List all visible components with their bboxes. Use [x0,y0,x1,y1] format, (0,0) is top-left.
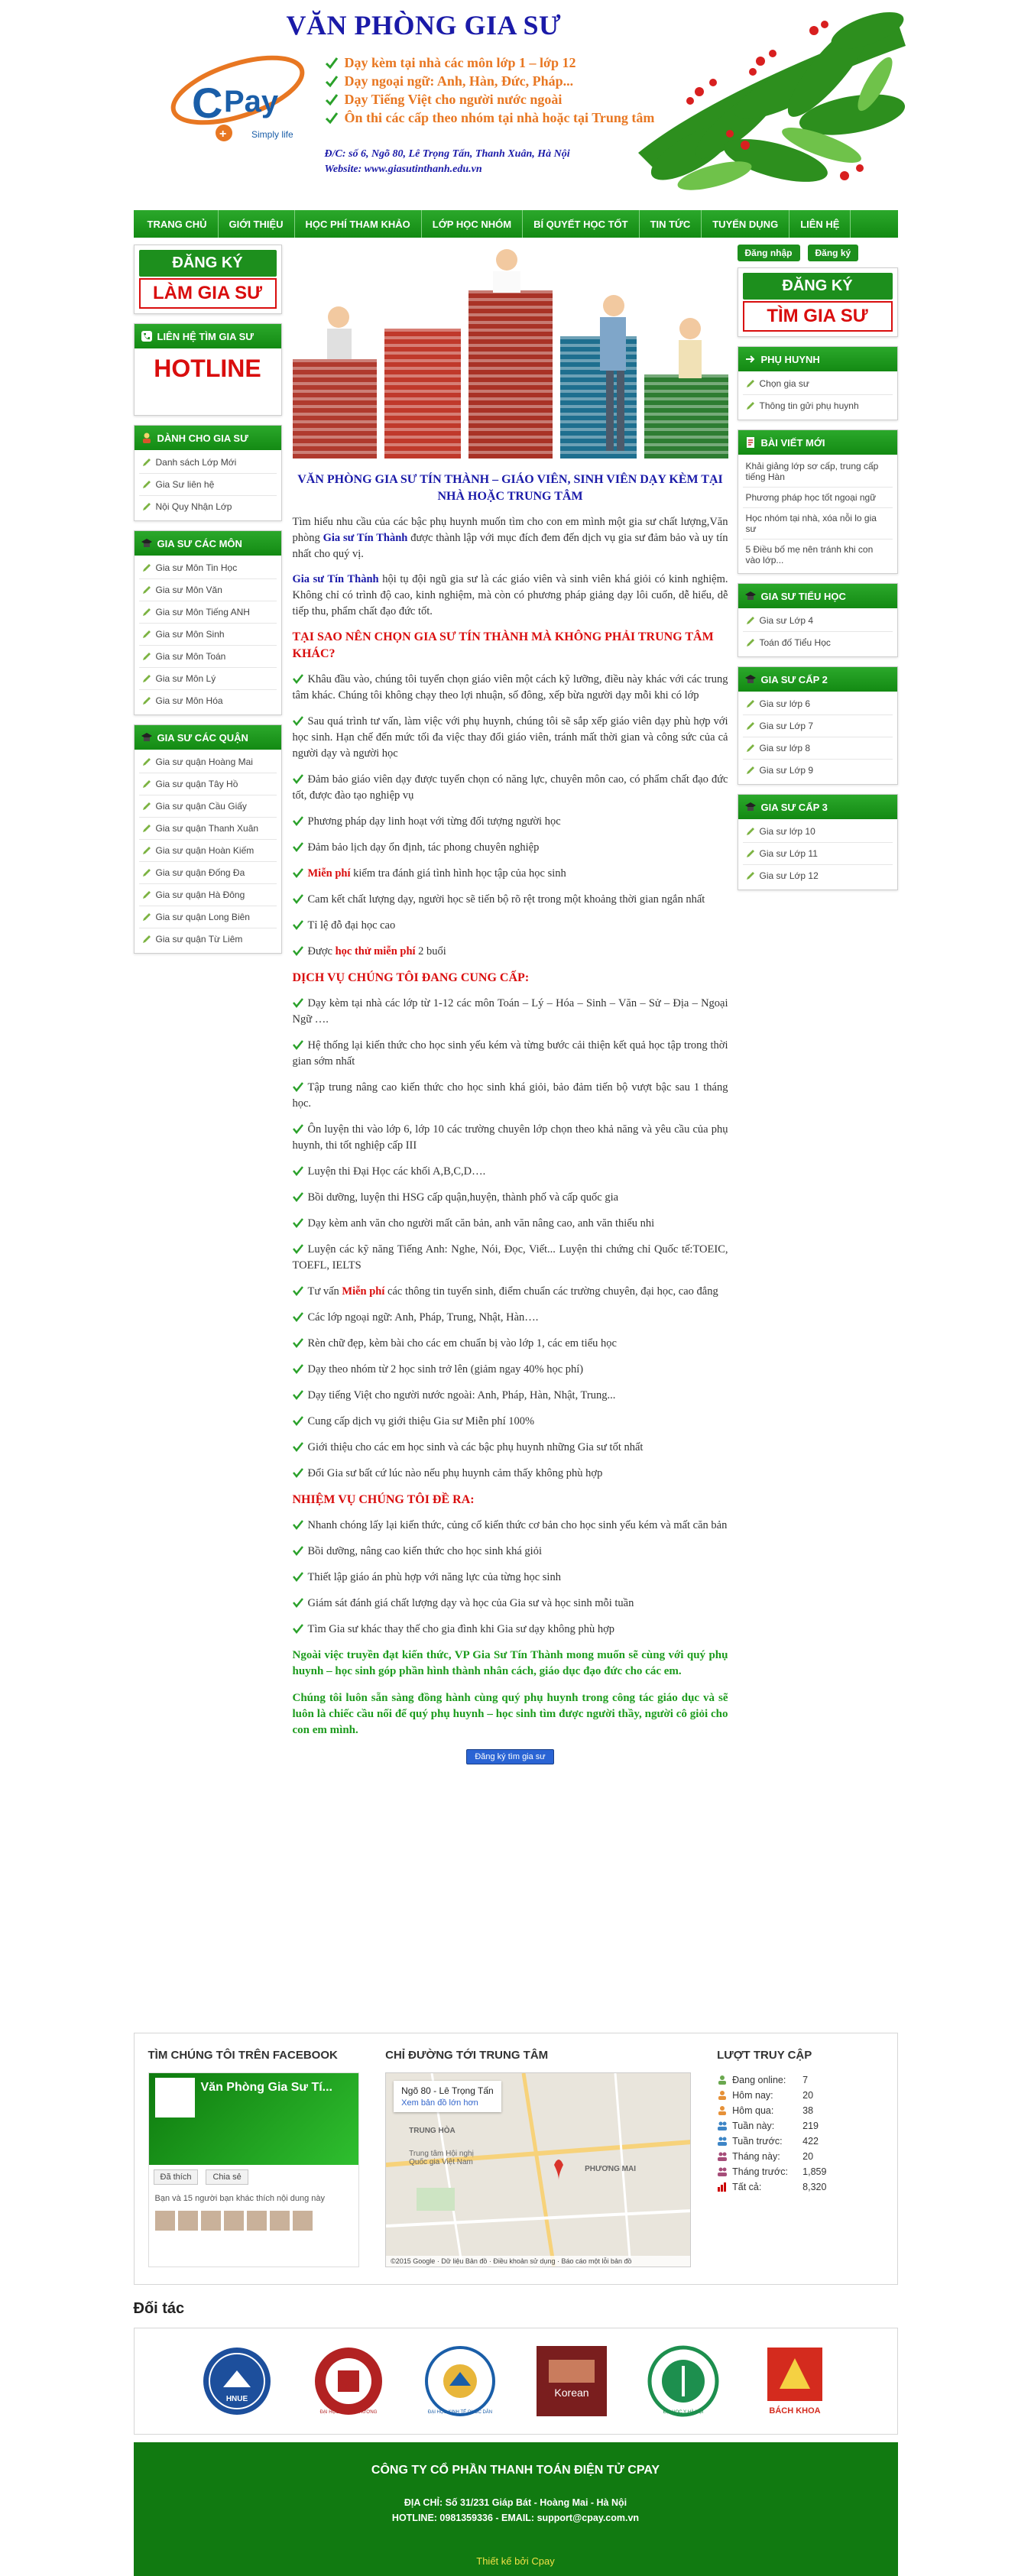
service-item: Giới thiệu cho các em học sinh và các bậc phụ huynh những Gia sư tốt nhất [293,1440,728,1456]
svg-text:ĐẠI HỌC Y HÀ NỘI: ĐẠI HỌC Y HÀ NỘI [663,2410,703,2415]
users-icon [717,2136,728,2147]
pencil-icon [142,846,151,855]
users-icon [717,2121,728,2131]
list-item[interactable]: Gia sư Lớp 11 [743,843,893,865]
arrow-icon [744,353,757,365]
closing-paragraph: Chúng tôi luôn sẵn sàng đồng hành cùng quý phụ huynh trong công tác giáo dục và sẽ luôn là chiếc cầu nối để quý phụ huynh – học sinh tìm được người thầy, người cô giỏi cho con em mình. [292,1692,728,1736]
map-place-name: Ngõ 80 - Lê Trọng Tấn [401,2085,494,2096]
graduate-icon [744,673,757,685]
check-icon [293,1243,303,1254]
list-item[interactable]: Gia Sư liên hệ [139,474,277,496]
list-item[interactable]: Gia sư quận Hà Đông [139,884,277,906]
brand-link[interactable]: Gia sư Tín Thành [323,532,408,544]
fb-friend-avatars [149,2208,359,2234]
pencil-icon [142,757,151,766]
check-icon [293,841,303,852]
list-item[interactable]: Gia sư Lớp 9 [743,760,893,781]
auth-row [738,245,898,261]
partner-logo[interactable] [645,2343,721,2419]
partners-strip [134,2328,898,2435]
check-icon [293,1415,303,1426]
google-map[interactable] [385,2072,691,2267]
check-icon [293,1081,303,1092]
hotline-number[interactable]: HOTLINE [154,355,261,382]
box-new-posts [738,429,898,574]
check-icon [293,1285,303,1296]
svg-text:Pay: Pay [223,85,278,118]
register-find-tutor-button[interactable]: Đăng ký tìm gia sư [466,1749,553,1764]
list-item[interactable]: Gia sư quận Hoàn Kiếm [139,840,277,862]
register-tutor-banner[interactable] [134,245,282,314]
pencil-icon [142,480,151,489]
facebook-page-name[interactable]: Văn Phòng Gia Sư Tí... [200,2081,332,2094]
pencil-icon [746,721,755,731]
facebook-widget [148,2049,360,2269]
partner-logo[interactable] [533,2343,610,2419]
service-item: Dạy kèm tại nhà các lớp từ 1-12 các môn Toán – Lý – Hóa – Sinh – Văn – Sử – Địa – Ngoại Ngữ …. [292,997,728,1026]
pencil-icon [142,802,151,811]
avatar[interactable] [201,2211,221,2231]
avatar[interactable] [247,2211,267,2231]
promo-bottom: LÀM GIA SƯ [139,278,277,309]
check-icon [293,1191,303,1202]
list-item[interactable]: Gia sư quận Thanh Xuân [139,818,277,840]
box-subjects [134,530,282,715]
box-level3 [738,794,898,890]
list-item[interactable]: Gia sư quận Long Biên [139,906,277,928]
check-icon [293,1165,303,1176]
register-button[interactable]: Đăng ký [808,245,859,261]
why-heading: TẠI SAO NÊN CHỌN GIA SƯ TÍN THÀNH MÀ KHÔNG PHẢI TRUNG TÂM KHÁC? [292,630,714,660]
site-title: VĂN PHÒNG GIA SƯ [286,10,562,41]
check-icon [293,1217,303,1228]
svg-text:ĐẠI HỌC KINH TẾ QUỐC DÂN: ĐẠI HỌC KINH TẾ QUỐC DÂN [427,2410,492,2415]
content-title: VĂN PHÒNG GIA SƯ TÍN THÀNH – GIÁO VIÊN, SINH VIÊN DẠY KÈM TẠI NHÀ HOẶC TRUNG TÂM [297,473,723,503]
box-title: GIA SƯ CẤP 3 [738,795,897,819]
box-parents [738,346,898,420]
slogan-item: Ôn thi các cấp theo nhóm tại nhà hoặc tại Trung tâm [325,109,655,127]
list-item[interactable]: Danh sách Lớp Mới [139,452,277,474]
facebook-banner[interactable] [149,2073,359,2165]
svg-text:C: C [191,79,222,127]
list-item[interactable]: Gia sư Môn Lý [139,668,277,690]
service-item: Hệ thống lại kiến thức cho học sinh yếu kém và từng bước cải thiện kết quả học tập trong thời gian sớm nhất [292,1039,728,1068]
graduate-icon [744,801,757,813]
why-item: Miễn phí kiểm tra đánh giá tình hình học tập của học sinh [293,866,728,882]
box-title: GIA SƯ CẤP 2 [738,667,897,692]
check-icon [293,1337,303,1348]
check-icon [325,56,339,70]
list-item[interactable]: Gia sư Lớp 7 [743,715,893,737]
pencil-icon [142,935,151,944]
fb-share-button[interactable]: Chia sẻ [206,2169,248,2185]
avatar[interactable] [270,2211,290,2231]
service-item: Các lớp ngoại ngữ: Anh, Pháp, Trung, Nhật, Hàn…. [293,1310,728,1326]
svg-text:Korean: Korean [553,2386,589,2399]
footer-widgets [134,2033,898,2285]
check-icon [293,815,303,826]
pencil-icon [746,699,755,708]
list-item[interactable]: Gia sư quận Đống Đa [139,862,277,884]
service-item: Dạy kèm anh văn cho người mất căn bản, anh văn nâng cao, anh văn thiếu nhi [293,1216,728,1232]
check-icon [325,92,339,106]
pencil-icon [746,616,755,625]
box-primary [738,583,898,657]
list-item[interactable]: Gia sư quận Tây Hồ [139,773,277,795]
why-item: Tỉ lệ đỗ đại học cao [293,918,728,934]
map-widget [385,2049,691,2269]
header-address [325,147,570,177]
why-item: Đảm bảo lịch dạy ổn định, tác phong chuyên nghiệp [293,840,728,856]
pencil-icon [142,868,151,877]
document-icon [744,436,757,449]
check-icon [293,919,303,930]
footer-company: CÔNG TY CỔ PHẦN THANH TOÁN ĐIỆN TỬ CPAY [371,2464,660,2477]
find-tutor-banner[interactable] [738,267,898,337]
flower-branch-image [623,0,906,203]
page [133,0,898,2567]
post-item[interactable]: Khải giảng lớp sơ cấp, trung cấp tiếng Hàn [743,456,893,488]
check-icon [293,867,303,878]
list-item[interactable]: Gia sư Lớp 4 [743,610,893,632]
pencil-icon [142,630,151,639]
avatar[interactable] [178,2211,198,2231]
svg-text:Simply life: Simply life [251,129,293,140]
facebook-page-avatar [155,2078,195,2118]
list-item[interactable]: Chọn gia sư [743,373,893,395]
slogan-item: Dạy Tiếng Việt cho người nước ngoài [325,90,655,109]
list-item[interactable]: Gia sư quận Từ Liêm [139,928,277,950]
mission-heading: NHIỆM VỤ CHÚNG TÔI ĐỀ RA: [292,1493,475,1506]
students-books-hero-image [293,245,728,458]
pencil-icon [142,608,151,617]
list-item[interactable]: Nội Quy Nhận Lớp [139,496,277,517]
check-icon [293,773,303,784]
pencil-icon [142,890,151,899]
nav-recruit[interactable]: TUYỂN DỤNG [702,210,789,238]
stats-list [717,2072,883,2195]
service-item: Bồi dưỡng, luyện thi HSG cấp quận,huyện, thành phố và cấp quốc gia [293,1190,728,1206]
check-icon [293,945,303,956]
check-icon [293,997,303,1008]
phone-icon [141,330,153,342]
closing-paragraph: Ngoài việc truyền đạt kiến thức, VP Gia Sư Tín Thành mong muốn sẽ cùng với quý phụ huynh – học sinh góp phần hình thành nhân cách, giáo dục đạo đức cho các em. [292,1649,728,1677]
map-footer: ©2015 Google · Dữ liệu Bản đồ · Điều khoản sử dụng · Báo cáo một lỗi bản đồ [386,2256,690,2267]
nav-about[interactable]: GIỚI THIỆU [219,210,295,238]
box-title: PHỤ HUYNH [738,347,897,371]
slogan-list [325,53,655,127]
why-item: Được học thử miễn phí 2 buổi [293,944,728,960]
stat-row: Tất cả: 8,320 [717,2179,883,2195]
login-button[interactable]: Đăng nhập [738,245,800,261]
stat-row: Đang online: 7 [717,2072,883,2088]
service-item: Rèn chữ đẹp, kèm bài cho các em chuẩn bị vào lớp 1, các em tiểu học [293,1336,728,1352]
map-label: Trung tâm Hội nghị Quốc gia Việt Nam [409,2150,474,2166]
service-item: Cung cấp dịch vụ giới thiệu Gia sư Miễn phí 100% [293,1414,728,1430]
service-item: Dạy theo nhóm từ 2 học sinh trở lên (giảm ngay 40% học phí) [293,1362,728,1378]
check-icon [293,1597,303,1608]
check-icon [293,893,303,904]
service-item: Luyện các kỹ năng Tiếng Anh: Nghe, Nói, Đọc, Viết... Luyện thi chứng chỉ Quốc tế:TOEIC, TOEFL, IELTS [292,1243,728,1272]
right-sidebar [738,245,898,899]
why-item: Khâu đầu vào, chúng tôi tuyển chọn giáo viên một cách kỹ lưỡng, điều này khác với các trung tâm khác. Chúng tôi không chạy theo lợi nhuận, số đông, xếp bừa người dạy mỗi khi có lớp [292,673,728,702]
mission-item: Giám sát đánh giá chất lượng dạy và học của Gia sư và học sinh mỗi tuần [293,1596,728,1612]
box-for-tutors [134,425,282,521]
list-item[interactable]: Gia sư Môn Toán [139,646,277,668]
site-header [134,0,898,210]
check-icon [293,1571,303,1582]
site-footer [134,2442,898,2576]
box-title: GIA SƯ TIỂU HỌC [738,584,897,608]
stat-row: Tuần này: 219 [717,2118,883,2134]
list-item[interactable]: Gia sư Môn Tin Học [139,557,277,579]
pencil-icon [142,563,151,572]
list-item[interactable]: Gia sư lớp 6 [743,693,893,715]
footer-credit[interactable]: Thiết kế bởi Cpay [476,2555,555,2567]
slogan-item: Dạy kèm tại nhà các môn lớp 1 – lớp 12 [325,53,655,72]
user-icon [717,2105,728,2116]
map-label: PHƯƠNG MAI [585,2165,636,2173]
list-item[interactable]: Gia sư Môn Tiếng ANH [139,601,277,624]
mission-item: Thiết lập giáo án phù hợp với năng lực của từng học sinh [293,1570,728,1586]
intro-paragraph: Tìm hiểu nhu cầu của các bậc phụ huynh muốn tìm cho con em mình một gia sư chất lượng,Văn phòng Gia sư Tín Thành được thành lập với mục đích đem đến dịch vụ gia sư đảm bảo và uy tín nhất cho quý vị. [292,516,728,560]
left-sidebar [134,245,282,963]
graduate-icon [141,537,153,549]
why-item: Đảm bảo giáo viên dạy được tuyển chọn có năng lực, chuyên môn cao, có phẩm chất đạo đức tốt, được đào tạo nghiệp vụ [292,773,728,802]
list-item[interactable]: Gia sư quận Cầu Giấy [139,795,277,818]
pencil-icon [142,652,151,661]
register-wrap [293,1749,728,1764]
box-level2 [738,666,898,785]
pencil-icon [746,766,755,775]
box-title: BÀI VIẾT MỚI [738,430,897,455]
check-icon [293,1311,303,1322]
svg-text:ĐẠI HỌC NGOẠI THƯƠNG: ĐẠI HỌC NGOẠI THƯƠNG [319,2410,377,2415]
stat-row: Tháng trước: 1,859 [717,2164,883,2179]
service-item: Luyện thi Đại Học các khối A,B,C,D…. [293,1164,728,1180]
service-item: Tư vấn Miễn phí các thông tin tuyển sinh, điểm chuẩn các trường chuyên, đại học, cao đẳng [293,1284,728,1300]
hotline-box [134,323,282,416]
pencil-icon [142,458,151,467]
footer-address: ĐỊA CHỈ: Số 31/231 Giáp Bát - Hoàng Mai - Hà Nội [404,2497,627,2508]
avatar[interactable] [155,2211,175,2231]
check-icon [293,1123,303,1134]
chart-icon [717,2182,728,2192]
pencil-icon [746,401,755,410]
svg-text:BÁCH KHOA: BÁCH KHOA [768,2406,821,2416]
pencil-icon [746,638,755,647]
promo-bottom: TÌM GIA SƯ [743,301,893,332]
service-heading: DỊCH VỤ CHÚNG TÔI ĐANG CUNG CẤP: [292,971,530,984]
post-item[interactable]: 5 Điều bố mẹ nên tránh khi con vào lớp... [745,544,874,565]
box-districts [134,724,282,954]
list-item[interactable]: Gia sư Môn Văn [139,579,277,601]
pencil-icon [142,779,151,789]
slogan-item: Dạy ngoại ngữ: Anh, Hàn, Đức, Pháp... [325,72,655,90]
nav-group-class[interactable]: LỚP HỌC NHÓM [422,210,523,238]
main-nav [134,210,898,238]
post-item[interactable]: Phương pháp học tốt ngoại ngữ [743,488,893,508]
pencil-icon [746,827,755,836]
brand-link[interactable]: Gia sư Tín Thành [292,573,379,585]
list-item[interactable]: Gia sư Môn Sinh [139,624,277,646]
stat-row: Hôm qua: 38 [717,2103,883,2118]
box-title: DÀNH CHO GIA SƯ [135,426,281,450]
promo-top: ĐĂNG KÝ [743,273,893,300]
check-icon [293,1545,303,1556]
mission-item: Nhanh chóng lấy lại kiến thức, củng cố kiến thức cơ bản cho học sinh yếu kém và mất căn bản [293,1518,728,1534]
facebook-card[interactable] [148,2072,360,2267]
check-icon [293,1039,303,1050]
user-online-icon [717,2075,728,2085]
list-item[interactable]: Gia sư lớp 10 [743,821,893,843]
map-label: TRUNG HÒA [409,2127,456,2135]
user-icon [717,2090,728,2101]
widget-title: CHỈ ĐƯỜNG TỚI TRUNG TÂM [385,2049,549,2062]
pencil-icon [142,912,151,922]
facebook-actions [149,2165,359,2189]
nav-home[interactable]: TRANG CHỦ [137,210,219,238]
check-icon [293,1623,303,1634]
footer-contact: HOTLINE: 0981359336 - EMAIL: support@cpay.com.vn [391,2513,640,2523]
visit-stats-widget [717,2049,883,2269]
list-item[interactable]: Thông tin gửi phụ huynh [743,395,893,416]
mission-item: Tìm Gia sư khác thay thế cho gia đình khi Gia sư dạy không phù hợp [293,1622,728,1638]
pencil-icon [746,744,755,753]
service-item: Đổi Gia sư bất cứ lúc nào nếu phụ huynh cảm thấy không phù hợp [293,1466,728,1482]
hotline-head: LIÊN HỆ TÌM GIA SƯ [135,324,281,348]
graduate-icon [744,590,757,602]
list-item[interactable]: Gia sư Môn Hóa [139,690,277,711]
pencil-icon [746,849,755,858]
pencil-icon [142,824,151,833]
tutor-icon [141,432,153,444]
nav-fees[interactable]: HỌC PHÍ THAM KHẢO [295,210,422,238]
check-icon [293,715,303,726]
box-title: GIA SƯ CÁC QUẬN [135,725,281,750]
stat-row: Hôm nay: 20 [717,2088,883,2103]
widget-title: LƯỢT TRUY CẬP [717,2049,812,2062]
cpay-logo[interactable] [161,43,314,157]
avatar[interactable] [293,2211,313,2231]
website-line: Website: www.giasutinthanh.edu.vn [324,164,482,175]
map-info-card [394,2081,501,2112]
box-title: GIA SƯ CÁC MÔN [135,531,281,556]
pencil-icon [142,502,151,511]
main-content [293,245,728,1764]
check-icon [293,1519,303,1530]
pencil-icon [746,379,755,388]
mission-item: Bồi dưỡng, nâng cao kiến thức cho học sinh khá giỏi [293,1544,728,1560]
pencil-icon [746,871,755,880]
check-icon [293,673,303,684]
stat-row: Tuần trước: 422 [717,2134,883,2149]
map-larger-link[interactable]: Xem bản đồ lớn hơn [401,2098,478,2108]
users-icon [717,2151,728,2162]
check-icon [293,1441,303,1452]
partner-logo[interactable] [757,2343,833,2419]
nav-contact[interactable]: LIÊN HỆ [789,210,851,238]
intro-paragraph: Gia sư Tín Thành hội tụ đội ngũ gia sư là các giáo viên và sinh viên khá giỏi có kinh nghiệm. Không chỉ có trình độ cao, kinh nghiệm, mà còn có phương pháp giảng dạy lôi cuốn, dễ hiểu, dễ tiếp thu, phẩm chất đạo đức tốt. [292,573,728,617]
check-icon [293,1467,303,1478]
users-icon [717,2166,728,2177]
fb-like-button[interactable]: Đã thích [154,2169,199,2185]
pencil-icon [142,585,151,595]
graduate-icon [141,731,153,744]
svg-text:HNUE: HNUE [225,2395,248,2403]
partners-title: Đối tác [133,2300,185,2317]
post-item[interactable]: Học nhóm tại nhà, xóa nỗi lo gia sư [743,508,893,540]
svg-text:+: + [219,128,226,141]
widget-title: TÌM CHÚNG TÔI TRÊN FACEBOOK [148,2049,338,2062]
nav-news[interactable]: TIN TỨC [640,210,702,238]
check-icon [293,1363,303,1374]
check-icon [293,1389,303,1400]
pencil-icon [142,674,151,683]
why-item: Cam kết chất lượng dạy, người học sẽ tiến bộ rõ rệt trong một khoảng thời gian ngắn nhất [293,892,728,908]
partner-logo[interactable] [199,2343,275,2419]
service-item: Dạy tiếng Việt cho người nước ngoài: Anh, Pháp, Hàn, Nhật, Trung... [293,1388,728,1404]
list-item[interactable]: Gia sư lớp 8 [743,737,893,760]
nav-study-tips[interactable]: BÍ QUYẾT HỌC TỐT [523,210,640,238]
avatar[interactable] [224,2211,244,2231]
service-item: Tập trung nâng cao kiến thức cho học sinh khá giỏi, bảo đảm tiến bộ vượt bậc sau 1 tháng học. [292,1081,728,1110]
service-item: Ôn luyện thi vào lớp 6, lớp 10 các trường chuyên lớp chọn theo khả năng và yêu cầu của phụ huynh, thi tốt nghiệp cấp III [292,1123,728,1152]
check-icon [325,74,339,88]
partner-logo[interactable] [310,2343,387,2419]
list-item[interactable]: Gia sư quận Hoàng Mai [139,751,277,773]
stat-row: Tháng này: 20 [717,2149,883,2164]
list-item[interactable]: Gia sư Lớp 12 [743,865,893,886]
address-line: Đ/C: số 6, Ngõ 80, Lê Trọng Tấn, Thanh Xuân, Hà Nội [324,148,570,160]
fb-friends-note: Bạn và 15 người bạn khác thích nội dung này [154,2194,326,2203]
why-item: Phương pháp dạy linh hoạt với từng đối tượng người học [293,814,728,830]
pencil-icon [142,696,151,705]
promo-top: ĐĂNG KÝ [139,250,277,277]
check-icon [325,111,339,125]
partner-logo[interactable] [422,2343,498,2419]
list-item[interactable]: Toán đố Tiểu Học [743,632,893,653]
why-item: Sau quá trình tư vấn, làm việc với phụ huynh, chúng tôi sẽ sắp xếp giáo viên dạy phù hợp với học sinh. Hạn chế đến mức tối đa việc thay đổi giáo viên, tránh mất thời gian và công sức của cả người dạy và người học [292,715,728,760]
